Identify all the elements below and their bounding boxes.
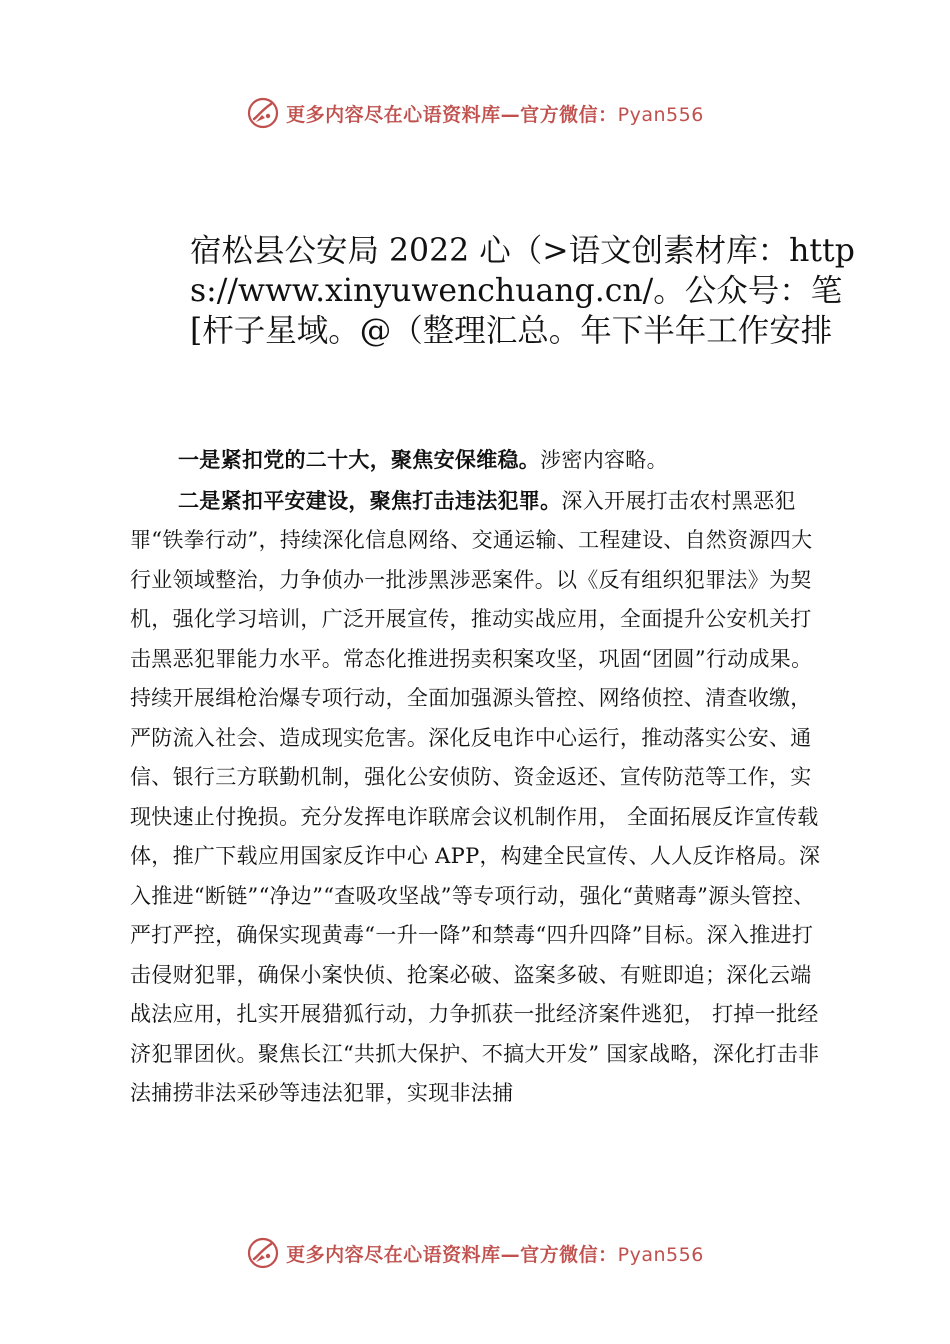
paragraph-lead: 一是紧扣党的二十大，聚焦安保维稳。 — [178, 447, 541, 472]
document-body — [130, 440, 830, 1114]
paragraph-1 — [130, 440, 830, 481]
paragraph-lead: 二是紧扣平安建设，聚焦打击违法犯罪。 — [178, 487, 562, 513]
banner-text — [286, 1240, 704, 1267]
banner-account: Pyan556 — [617, 103, 704, 126]
banner-site-text: 更多内容尽在心语资料库—官方微信： — [286, 103, 618, 126]
document-title: 宿松县公安局 2022 心（>语文创素材库：https://www.xinyuwenchuang.cn/。公众号：笔[杆子星域。@（整理汇总。年下半年工作安排 — [190, 233, 855, 349]
banner-site-text: 更多内容尽在心语资料库—官方微信： — [286, 1243, 618, 1266]
paragraph-text: 深入开展打击农村黑恶犯罪“铁拳行动”，持续深化信息网络、交通运输、工程建设、自然资源四大行业领域整治，力争侦办一批涉黑涉恶案件。以《反有组织犯罪法》为契机，强化学习培训，广泛开展宣传，推动实战应用，全面提升公安机关打击黑恶犯罪能力水平。常态化推进拐卖积案攻坚，巩固“团圆”行动成果。持续开展缉枪治爆专项行动，全面加强源头管控、网络侦控、清查收缴，严防流入社会、造成现实危害。深化反电诈中心运行，推动落实公安、通信、银行三方联勤机制，强化公安侦防、资金返还、宣传防范等工作，实现快速止付挽损。充分发挥电诈联席会议机制作用， 全面拓展反诈宣传载体，推广下载应用国家反诈中心 APP，构建全民宣传、人人反诈格局。深入推进“断链”“净边”“查吸攻坚战”等专项行动，强化“黄赌毒”源头管控、严打严控，确保实现黄毒“一升一降”和禁毒“四升四降”目标。深入推进打击侵财犯罪，确保小案快侦、抢案必破、盗案多破、有赃即追；深化云端战法应用，扎实开展猎狐行动，力争抓获一批经济案件逃犯， 打掉一批经济犯罪团伙。聚焦长江“共抓大保护、不搞大开发” 国家战略，深化打击非法捕捞非法采砂等违法犯罪，实现非法捕 — [130, 488, 821, 1105]
footer-banner — [0, 1233, 950, 1273]
pen-logo-icon — [246, 96, 280, 130]
pen-logo-icon — [246, 1236, 280, 1270]
banner-account: Pyan556 — [617, 1243, 704, 1266]
banner-text — [286, 100, 704, 127]
header-banner — [0, 93, 950, 133]
paragraph-2 — [130, 481, 830, 1114]
paragraph-text: 涉密内容略。 — [540, 448, 668, 472]
